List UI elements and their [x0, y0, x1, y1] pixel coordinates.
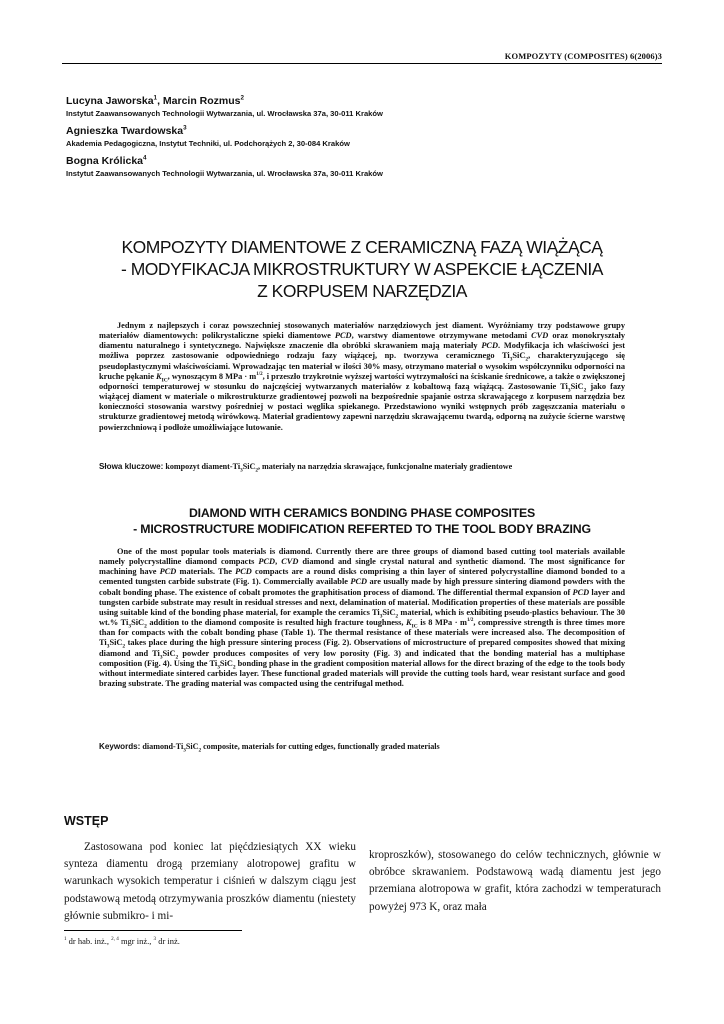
keywords-english: [99, 741, 629, 752]
author-footnote-mark: 4: [143, 154, 147, 162]
title-line: KOMPOZYTY DIAMENTOWE Z CERAMICZNĄ FAZĄ WIĄŻĄCĄ: [121, 237, 603, 257]
author-footnote-mark: 1: [153, 94, 158, 102]
body-column-right: [369, 847, 661, 916]
footnote-rule: [64, 930, 242, 931]
title-line: Z KORPUSEM NARZĘDZIA: [257, 281, 467, 301]
running-header: KOMPOZYTY (COMPOSITES) 6(2006)3: [504, 51, 662, 61]
author-footnote-mark: 3: [183, 124, 187, 132]
keywords-polish: [99, 461, 629, 472]
author-affiliation: Instytut Zaawansowanych Technologii Wytwarzania, ul. Wrocławska 37a, 30-011 Kraków: [66, 169, 383, 178]
body-paragraph: Zastosowana pod koniec lat pięćdziesiątych XX wieku synteza diamentu drogą przemiany alotropowej grafitu w warunkach wysokich temperatur i ciśnień w dalszym ciągu jest podstawową metodą otrzymywania proszków diamentu (niestety głównie submikro- i mi-: [64, 841, 356, 922]
abstract-paragraph: Jednym z najlepszych i coraz powszechniej stosowanych materiałów narzędziowych jest diament. Wyróżniamy trzy podstawowe grupy materiałów diamentowych: polikrystaliczne spieki diamentowe PCD, warstwy diamentowe otrzymywane metodami CVD oraz monokryształy diamentu naturalnego i syntetycznego. Największe znaczenie dla obróbki skrawaniem mają materiały PCD. Modyfikacja ich właściwości jest możliwa poprzez zastosowanie odpowiedniego rodzaju fazy wiążącej, np. tworzywa ceramicznego $Ti_3SiC_2$, charakteryzującego się pseudoplastycznymi właściwościami. Wprowadzając ten materiał w ilości 30% masy, otrzymano materiał o wysokim współczynniku odporności na kruche pękanie $K_{IC}$, wynoszącym 8 MPa · $m^{1/2}$, i przeszło trzykrotnie wyższej wartości wytrzymałości na ściskanie średnicowe, a także o zwiększonej odporności temperaturowej w stosunku do najczęściej wytwarzanych materiałów z kobaltową fazą wiążącą. Zastosowanie $Ti_3SiC_2$ jako fazy wiążącej diament w materiale o mikrostrukturze gradientowej pozwoli na bezpośrednie spajanie ostrza skrawającego z korpusem narzędzia bez konieczności stosowania warstwy pośredniej w postaci węglika spiekanego. Przedstawiono wyniki wstępnych prób zagęszczania materiału o strukturze gradientowej metodą wirówkową. Materiał gradientowy zapewni narzędziu skrawającemu twardą, odporną na zużycie ścierne warstwę powierzchniową i podłoże umożliwiające lutowanie.: [99, 321, 625, 432]
keywords-text: diamond-$Ti_3SiC_2$ composite, materials for cutting edges, functionally graded materials: [140, 742, 440, 754]
keywords-text: kompozyt diament-$Ti_3SiC_2$, materiały na narzędzia skrawające, funkcjonalne materiały gradientowe: [163, 462, 513, 474]
abstract-polish: [99, 321, 625, 433]
keywords-label: Słowa kluczowe:: [99, 462, 164, 471]
author-name: Agnieszka Twardowska: [66, 125, 184, 137]
authors-block: [66, 94, 666, 179]
paper-title-english: [70, 505, 654, 537]
author-name: Bogna Królicka: [66, 155, 144, 167]
author-name: Lucyna Jaworska: [66, 95, 154, 107]
author-name: , Marcin Rozmus: [157, 95, 241, 107]
body-paragraph: kroproszków), stosowanego do celów technicznych, głównie w obróbce skrawaniem. Podstawową wadą diamentu jest jego przemiana alotropowa w grafit, która zachodzi w temperaturach powyżej 973 K, oraz mała: [369, 849, 661, 913]
author-line-2: [66, 124, 666, 138]
keywords-label: Keywords:: [99, 742, 141, 751]
abstract-english: [99, 547, 625, 689]
author-line-1: [66, 94, 666, 108]
header-rule: [62, 63, 662, 64]
author-line-3: [66, 154, 666, 168]
title-line: - MICROSTRUCTURE MODIFICATION REFERTED TO THE TOOL BODY BRAZING: [133, 522, 591, 536]
author-affiliation: Instytut Zaawansowanych Technologii Wytwarzania, ul. Wrocławska 37a, 30-011 Kraków: [66, 109, 383, 118]
paper-title-polish: [70, 236, 654, 302]
author-footnote-mark: 2: [240, 94, 245, 102]
footnote: $^1$ dr hab. inż., $^{2, 4}$ mgr inż., $^3$ dr inż.: [64, 936, 180, 946]
body-column-left: [64, 839, 356, 925]
abstract-paragraph: One of the most popular tools materials is diamond. Currently there are three groups of diamond based cutting tool materials available namely polycrystalline diamond compacts PCD, CVD diamond and single crystal natural and synthetic diamond. The most significance for machining have PCD materials. The PCD compacts are a round disks comprising a thin layer of sintered polycrystalline diamond bonded to a cemented tungsten carbide substrate (Fig. 1). Commercially available PCD are usually made by high pressure sintering diamond powders with the cobalt bonding phase. The existence of cobalt promotes the graphitisation process of diamond. The differential thermal expansion of PCD layer and tungsten carbide substrate may result in residual stresses and next, delamination of material. Modification properties of these materials are possible using suitable kind of the bonding phase material, for example the ceramics $Ti_3SiC_2$ material, which is exhibiting pseudo-plastics behaviour. The 30 wt.% $Ti_3SiC_2$ addition to the diamond composite is resulted high fracture toughness, $K_{IC}$ is 8 MPa · $m^{1/2}$, compressive strength is three times more than for compacts with the cobalt bonding phase (Table 1). The thermal resistance of these materials were increased also. The decomposition of $Ti_3SiC_2$ takes place during the high pressure sintering process (Fig. 2). Observations of microstructure of prepared composites showed that mixing diamond and $Ti_3SiC_2$ powder produces composites of very low porosity (Fig. 3) and indicated that the bonding material has a multiphase composition (Fig. 4). Using the $Ti_3SiC_2$ bonding phase in the gradient composition material allows for the direct brazing of the edge to the tools body without intermediate sintered carbides layer. These functional graded materials will provide the cutting tools hard, wear resistant surface and good brazing substrate. The grading material was compacted using the centrifugal method.: [99, 547, 626, 689]
title-line: - MODYFIKACJA MIKROSTRUKTURY W ASPEKCIE ŁĄCZENIA: [121, 259, 603, 279]
title-line: DIAMOND WITH CERAMICS BONDING PHASE COMPOSITES: [188, 506, 536, 520]
section-heading: WSTĘP: [64, 814, 109, 828]
author-affiliation: Akademia Pedagogiczna, Instytut Techniki, ul. Podchorążych 2, 30-084 Kraków: [66, 139, 350, 148]
